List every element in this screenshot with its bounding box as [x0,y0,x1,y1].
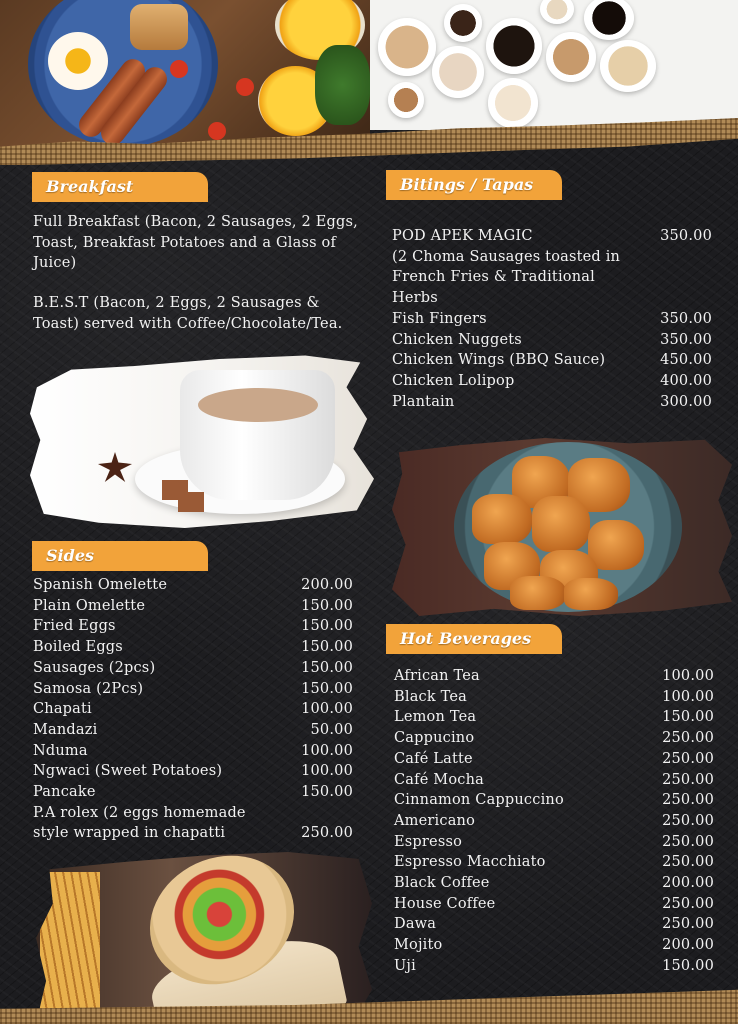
list-item: Spanish Omelette 200.00 [33,577,353,593]
chapati-wrap-photo [36,852,372,1024]
list-item: Sausages (2pcs) 150.00 [33,659,353,676]
list-item: Chicken Lolipop 400.00 [392,372,712,389]
hot-beverages-header: Hot Beverages [386,624,562,654]
tea-cup-photo [30,352,374,528]
list-item: Ngwaci (Sweet Potatoes) 100.00 [33,763,353,780]
bitings-header: Bitings / Tapas [386,170,562,200]
sides-list [33,575,353,844]
chicken-nuggets-photo [392,438,732,616]
magic-description: (2 Choma Sausages toasted in French Fries & Traditional Herbs [392,248,621,307]
list-item: style wrapped in chapatti 250.00 [33,825,353,842]
sides-header: Sides [32,541,208,571]
coffee-cups-photo [370,0,738,130]
list-item: African Tea 100.00 [394,668,714,684]
list-item: P.A rolex (2 eggs homemade [33,804,246,821]
breakfast-item-best: B.E.S.T (Bacon, 2 Eggs, 2 Sausages & Toast) served with Coffee/Chocolate/Tea. [33,295,343,332]
list-item: Boiled Eggs 150.00 [33,639,353,656]
list-item: Fried Eggs 150.00 [33,618,353,635]
list-item: Café Latte 250.00 [394,750,714,767]
list-item: Espresso 250.00 [394,833,714,850]
list-item: Chapati 100.00 [33,701,353,718]
top-photo-band [0,0,738,165]
breakfast-photo [0,0,370,150]
list-item: Black Tea 100.00 [394,688,714,705]
list-item: Nduma 100.00 [33,742,353,759]
list-item: Mandazi 50.00 [33,721,353,738]
list-item: Espresso Macchiato 250.00 [394,854,714,871]
list-item: Mojito 200.00 [394,937,714,954]
list-item: Plain Omelette 150.00 [33,597,353,614]
list-item: Lemon Tea 150.00 [394,709,714,726]
list-item: Café Mocha 250.00 [394,771,714,788]
breakfast-header: Breakfast [32,172,208,202]
list-item: House Coffee 250.00 [394,895,714,912]
list-item: Dawa 250.00 [394,916,714,933]
list-item: Cappucino 250.00 [394,730,714,747]
list-item: Fish Fingers 350.00 [392,310,712,327]
list-item: Chicken Nuggets 350.00 [392,331,712,348]
list-item: Plantain 300.00 [392,393,712,410]
list-item: Americano 250.00 [394,812,714,829]
list-item: Chicken Wings (BBQ Sauce) 450.00 [392,352,712,369]
bitings-list [392,226,712,412]
list-item: POD APEK MAGIC 350.00 [392,228,712,244]
hot-beverages-list [394,666,714,977]
list-item: Uji 150.00 [394,957,714,974]
list-item: Samosa (2Pcs) 150.00 [33,680,353,697]
list-item: Cinnamon Cappuccino 250.00 [394,792,714,809]
breakfast-item-full: Full Breakfast (Bacon, 2 Sausages, 2 Eggs, Toast, Breakfast Potatoes and a Glass of Juice) [33,214,358,272]
list-item: Pancake 150.00 [33,784,353,801]
list-item: Black Coffee 200.00 [394,875,714,892]
